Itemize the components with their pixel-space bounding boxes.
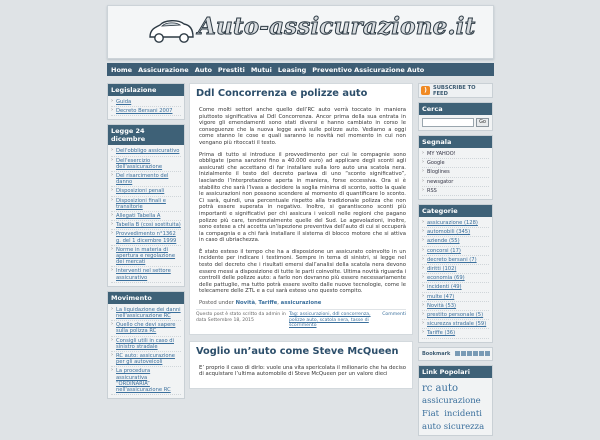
bloglines-link[interactable]: › Bloglines xyxy=(422,168,489,177)
nav-assicurazione[interactable]: Assicurazione xyxy=(138,65,189,74)
popular-link[interactable]: rc auto xyxy=(422,382,459,394)
popular-link[interactable]: incidenti xyxy=(444,408,482,419)
sidebar-link[interactable]: › Provvedimento n°1362 g. del 1 dicembre 1999 xyxy=(111,230,181,245)
comments-link[interactable]: Commenti xyxy=(382,312,406,318)
car-logo-icon xyxy=(146,15,196,47)
bookmark-service-icon[interactable] xyxy=(461,351,466,356)
category-item[interactable]: › decreto bersani (7) xyxy=(422,256,489,265)
category-item[interactable]: › concorsi (17) xyxy=(422,247,489,256)
left-sidebar xyxy=(107,83,185,403)
site-header xyxy=(107,5,494,59)
bookmark-service-icon[interactable] xyxy=(473,351,478,356)
search-box xyxy=(418,102,493,131)
category-item[interactable]: › sicurezza stradale (59) xyxy=(422,320,489,329)
sidebar-link[interactable]: › Disposizioni finali e transitorie xyxy=(111,197,181,212)
bookmark-service-icon[interactable] xyxy=(455,351,460,356)
sidebar-link[interactable]: › Norme in materia di apertura e regolazione dei mercati xyxy=(111,246,181,268)
sidebar-link[interactable]: › Decreto Bersani 2007 xyxy=(111,107,181,116)
category-item[interactable]: › prestito personale (5) xyxy=(422,311,489,320)
bookmark-icons[interactable] xyxy=(455,351,490,356)
nav-prestiti[interactable]: Prestiti xyxy=(217,65,245,74)
categorie-box xyxy=(418,204,493,343)
popular-link[interactable]: Fiat xyxy=(422,408,440,419)
subscribe-label: SUBSCRIBE TO FEED xyxy=(432,84,476,97)
post-footer xyxy=(196,309,406,329)
post-tags[interactable]: Tag: assicurazioni, ddl concorrenza, polizze auto, scatola nera, tasse di scorrimento xyxy=(289,312,371,329)
post-ddl-concorrenza xyxy=(189,83,413,335)
sidebar-link[interactable]: › Del risarcimento del danno xyxy=(111,172,181,187)
legge-box xyxy=(107,124,185,286)
post-title[interactable]: Voglio un’auto come Steve McQueen xyxy=(196,345,399,357)
main-nav xyxy=(107,63,494,76)
sidebar-link[interactable]: › Tabella B (così sostituita) xyxy=(111,221,181,230)
newsgator-link[interactable]: › newsgator xyxy=(422,178,489,187)
sidebar-link[interactable]: › Disposizioni penali xyxy=(111,187,181,196)
search-title: Cerca xyxy=(419,103,492,115)
bookmark-service-icon[interactable] xyxy=(485,351,490,356)
post-steve-mcqueen xyxy=(189,341,413,389)
movimento-title: Movimento xyxy=(108,292,184,304)
sidebar-link[interactable]: › RC auto: assicurazione per gli autoveicoli xyxy=(111,352,181,367)
rss-link[interactable]: › RSS xyxy=(422,187,489,196)
bookmark-label: Bookmark xyxy=(422,350,451,357)
posted-under-label: Posted under xyxy=(199,300,234,307)
category-item[interactable]: › incidenti (49) xyxy=(422,283,489,292)
category-item[interactable]: › multe (47) xyxy=(422,293,489,302)
category-item[interactable]: › diritti (102) xyxy=(422,265,489,274)
category-link[interactable]: Tariffe xyxy=(258,300,278,307)
bookmark-service-icon[interactable] xyxy=(467,351,472,356)
post-paragraph: Come molti settori anche quello dell’RC auto verrà toccato in maniera piuttosto significativa al Ddl Concorrenza. Ancor prima della sua entrata in vigore gli emendamenti sono stati diversi e hanno cambiato in corso le conseguenze che la nuova legge avrà sulle polizze auto. Vediamo a oggi come stanno le cose e quali saranno le novità nel momento in cui non vengano più ritoccati il testo. xyxy=(199,107,406,146)
category-item[interactable]: › Novità (53) xyxy=(422,302,489,311)
popular-link[interactable]: assicurazione xyxy=(422,395,481,406)
sidebar-link[interactable]: › La procedura assicurativa “ORDINARIA” nell'assicurazione RC xyxy=(111,367,181,395)
category-item[interactable]: › Tariffe (36) xyxy=(422,329,489,338)
segnala-box xyxy=(418,135,493,200)
legislazione-title: Legislazione xyxy=(108,84,184,96)
popular-link[interactable]: auto sicurezza xyxy=(422,421,485,432)
post-paragraph: Prima di tutto si introduce il provvedimento per cui le compagnie sono obbligate (pena sanzioni fino a 40.000 euro) ad applicare degli sconti agli assicurati che accettano di far installare sulla loro auto una scatola nera. Inizialmente il testo del decreto parlava di uno “sconto significativo”, lasciando l’interpretazione aperta in maniera, forse eccessiva. Ora si è stabilito che sarà l’Ivass a decidere la soglia minima di sconto, sotto la quale le assicurazioni non possono scendere al momento di quantificare lo sconto. Ci sarà, quindi, una percentuale rispetto alla tradizionale polizza che non potrà essere superata in negativo. Inoltre, si garantiscono sconti più importanti e significativi per chi assicura i veicoli nelle regioni che pagano polizze più care, tendenzialmente quelle del Sud. Le agevolazioni, inoltre, sono estese a chi accetta un’ispezione preventiva dell’auto di cui si occuperà la compagnia e a chi farà installare il sistema di blocco motore che si attiva in caso di ubriachezza. xyxy=(199,151,406,244)
sidebar-link[interactable]: › Guida xyxy=(111,98,181,107)
search-button[interactable]: Go xyxy=(476,118,489,127)
site-title[interactable]: Auto-assicurazione.it xyxy=(198,13,476,40)
legge-title: Legge 24 dicembre xyxy=(108,125,184,145)
category-item[interactable]: › assicurazione (128) xyxy=(422,219,489,228)
legislazione-box xyxy=(107,83,185,120)
sidebar-link[interactable]: › Dell'obbligo assicurativo xyxy=(111,147,181,156)
sidebar-link[interactable]: › Allegati Tabella A xyxy=(111,212,181,221)
bookmark-service-icon[interactable] xyxy=(479,351,484,356)
google-link[interactable]: › Google xyxy=(422,159,489,168)
segnala-title: Segnala xyxy=(419,136,492,148)
post-paragraph: E’ proprio il caso di dirlo: vuole una vita spericolata il milionario che ha deciso di acquistare l’ultima automobile di Steve McQueen per un valore dieci xyxy=(199,364,406,378)
category-item[interactable]: › aziende (55) xyxy=(422,237,489,246)
category-item[interactable]: › economia (69) xyxy=(422,274,489,283)
subscribe-feed-banner[interactable] xyxy=(418,83,493,98)
sidebar-link[interactable]: › Quello che devi sapere sulla polizza RC xyxy=(111,321,181,336)
nav-auto[interactable]: Auto xyxy=(194,65,212,74)
myyahoo-link[interactable]: › MY YAHOO! xyxy=(422,150,489,159)
nav-mutui[interactable]: Mutui xyxy=(250,65,272,74)
main-content xyxy=(189,83,413,400)
categorie-title: Categorie xyxy=(419,205,492,217)
sidebar-link[interactable]: › Consigli utili in caso di sinistro stradale xyxy=(111,337,181,352)
nav-leasing[interactable]: Leasing xyxy=(277,65,307,74)
bookmark-bar xyxy=(418,347,493,361)
movimento-box xyxy=(107,291,185,399)
category-link[interactable]: assicurazione xyxy=(280,300,322,307)
sidebar-link[interactable]: › Interventi nel settore assicurativo xyxy=(111,267,181,282)
post-paragraph: È stato esteso il tempo che ha a disposizione un assicurato coinvolto in un incidente per indicare i testimoni. Sempre in tema di sinistri, si legge nel testo del decreto che i risultati emersi dall’analisi della scatola nera devono essere messi a disposizione di tutte le parti coinvolte. Ultima novità riguarda i controlli delle polizze auto: a farlo non dovranno più essere necessariamente delle pattuglie, ma tutto potrà essere svolto dalle nuove tecnologie, come le telecamere delle ZTL e a cui sarà esteso uno questo compito. xyxy=(199,248,406,295)
nav-home[interactable]: Home xyxy=(111,65,133,74)
post-categories: Posted under Novità, Tariffe, assicurazione xyxy=(199,300,322,307)
post-date: Questo post è stato scritto da admin in data Settembre 18, 2015 xyxy=(196,312,286,323)
nav-preventivo[interactable]: Preventivo Assicurazione Auto xyxy=(312,65,425,74)
tag-cloud xyxy=(419,378,492,435)
link-popolari-box xyxy=(418,365,493,436)
sidebar-link[interactable]: › Dell'esercizio dell'assicurazione xyxy=(111,157,181,172)
sidebar-link[interactable]: › La liquidazione dei danni nell'assicurazione RC xyxy=(111,306,181,321)
right-sidebar xyxy=(418,83,493,440)
category-item[interactable]: › automobili (345) xyxy=(422,228,489,237)
link-popolari-title: Link Popolari xyxy=(419,366,492,378)
post-title[interactable]: Ddl Concorrenza e polizze auto xyxy=(196,88,368,99)
category-link[interactable]: Novità xyxy=(235,300,256,307)
search-input[interactable] xyxy=(422,118,474,127)
rss-icon: ) xyxy=(421,86,430,95)
